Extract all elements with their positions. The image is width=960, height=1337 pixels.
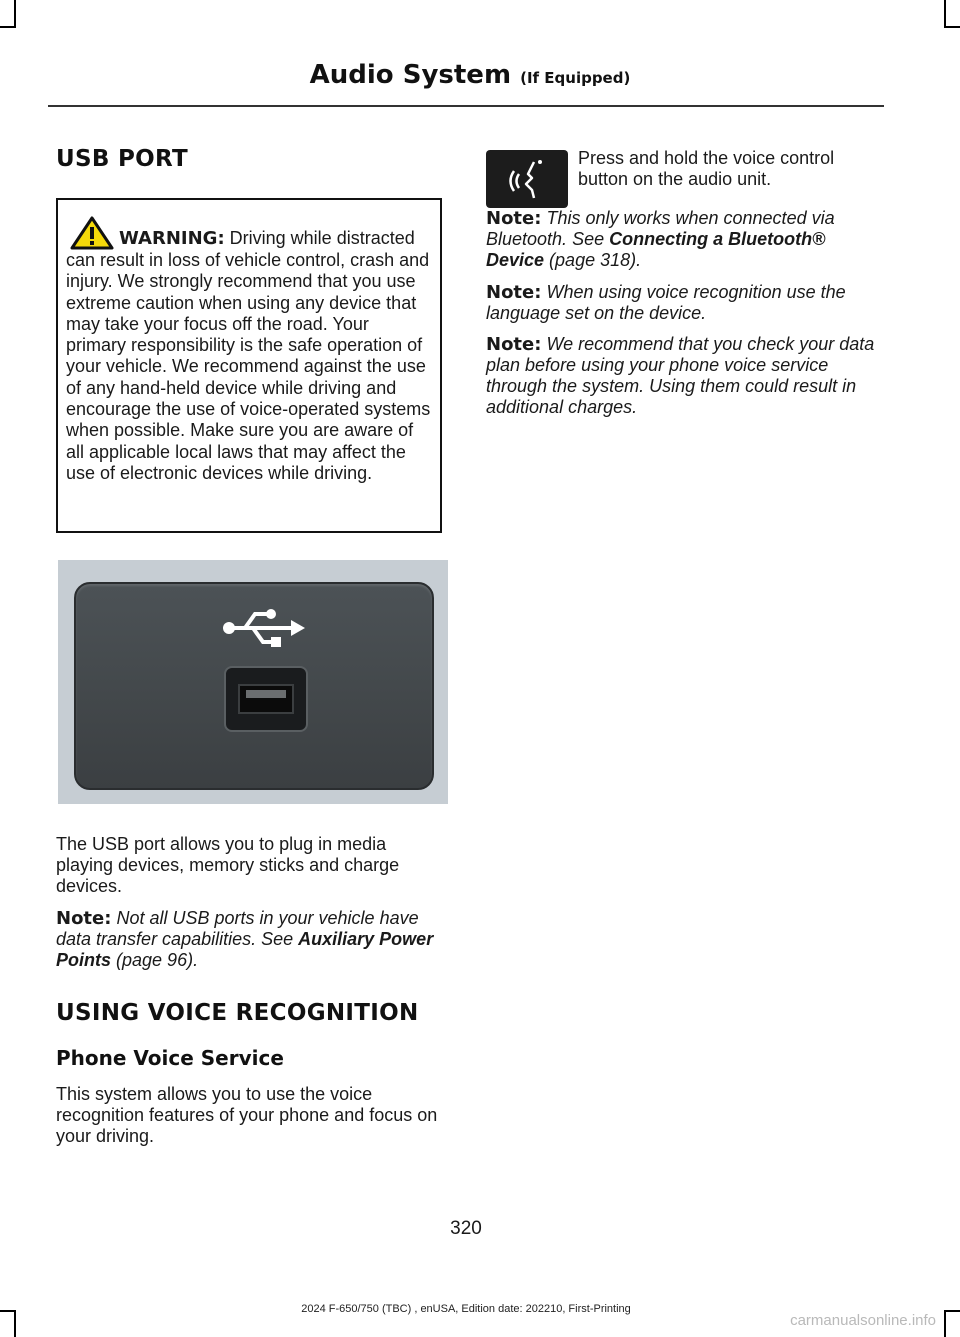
usb-port-heading: USB PORT [56, 146, 188, 172]
voice-button-instruction: Press and hold the voice control button on the audio unit. [578, 148, 835, 189]
note-text: This only works when connected via Bluetooth. See [486, 208, 835, 249]
usb-description: The USB port allows you to plug in media playing devices, memory sticks and charge devices. [56, 834, 400, 896]
voice-control-button-image [486, 150, 568, 208]
bluetooth-note [486, 208, 880, 271]
crop-mark [944, 1310, 946, 1337]
connecting-bluetooth-device-link[interactable]: Connecting a Bluetooth® Device [486, 229, 826, 270]
crop-mark [944, 1310, 960, 1312]
auxiliary-power-points-link[interactable]: Auxiliary Power Points [56, 929, 434, 970]
warning-text: Driving while distracted can result in loss of vehicle control, crash and injury. We strongly recommend that you use extreme caution when using any device that may take your focus off the road. Your primary responsibility is the safe operation of your vehicle. We recommend against the use of any hand-held device while driving and encourage the use of voice-operated systems when possible. Make sure you are aware of all applicable local laws that may affect the use of electronic devices while driving. [66, 228, 431, 483]
note-label: Note: [486, 208, 542, 229]
header-rule [48, 105, 884, 107]
usb-symbol-icon [221, 606, 307, 650]
warning-box [56, 198, 442, 533]
warning-label: WARNING: [119, 228, 225, 249]
usb-note [56, 908, 448, 971]
crop-mark [944, 0, 946, 28]
note-text: We recommend that you check your data plan before using your phone voice service through the system. Using them could result in additional charges. [486, 334, 875, 417]
crop-mark [14, 0, 16, 28]
data-plan-note [486, 334, 880, 418]
usb-socket [224, 666, 308, 732]
left-column [56, 146, 446, 1146]
header-title: Audio System [309, 60, 512, 90]
watermark: carmanualsonline.info [790, 1312, 936, 1329]
note-label: Note: [486, 282, 542, 303]
note-page-ref: (page 96). [111, 950, 199, 970]
usb-port-image [58, 560, 448, 804]
usb-socket-tongue [246, 690, 286, 698]
note-label: Note: [486, 334, 542, 355]
warning-paragraph [66, 216, 432, 484]
header-subtitle: (If Equipped) [520, 69, 631, 87]
note-label: Note: [56, 908, 112, 929]
warning-triangle-icon [70, 216, 114, 250]
edition-footer: 2024 F-650/750 (TBC) , enUSA, Edition date: 202210, First-Printing [301, 1303, 631, 1315]
voice-control-icon [486, 150, 568, 208]
voice-description: This system allows you to use the voice recognition features of your phone and focus on your driving. [56, 1084, 438, 1146]
note-page-ref: (page 318). [544, 250, 642, 270]
crop-mark [0, 26, 16, 28]
phone-voice-service-heading: Phone Voice Service [56, 1046, 284, 1070]
page-number: 320 [450, 1218, 482, 1239]
usb-panel [74, 582, 434, 790]
usb-socket-opening [238, 684, 294, 714]
language-note [486, 282, 880, 324]
page-header [0, 60, 940, 90]
note-text: When using voice recognition use the language set on the device. [486, 282, 846, 323]
note-text: Not all USB ports in your vehicle have data transfer capabilities. See [56, 908, 419, 949]
crop-mark [944, 26, 960, 28]
voice-recognition-heading: USING VOICE RECOGNITION [56, 1000, 419, 1026]
